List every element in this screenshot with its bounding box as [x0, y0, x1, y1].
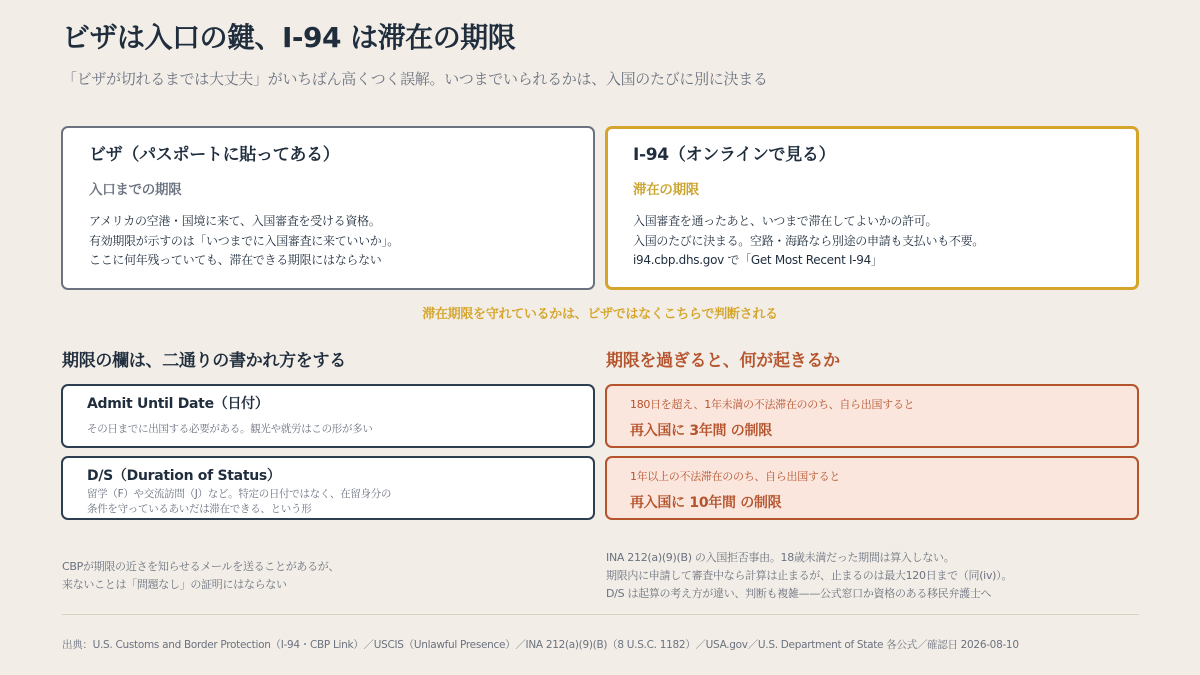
penalty-section-heading: 期限を過ぎると、何が起きるか — [606, 351, 840, 371]
visa-card-line: 有効期限が示すのは「いつまでに入国審査に来ていいか」。 — [89, 233, 399, 248]
duration-of-status-box — [61, 456, 595, 520]
i94-card-line: i94.cbp.dhs.gov で「Get Most Recent I-94」 — [633, 253, 883, 267]
duration-of-status-desc-line: 条件を守っているあいだは滞在できる、という形 — [87, 503, 312, 515]
duration-of-status-desc-line: 留学（F）や交流訪問（J）など。特定の日付ではなく、在留身分の — [87, 488, 392, 500]
note-line: D/S は起算の考え方が違い、判断も複雑——公式窓口か資格のある移民弁護士へ — [606, 587, 992, 600]
admit-until-date-desc: その日までに出国する必要がある。観光や就労はこの形が多い — [87, 423, 373, 435]
visa-card-line: アメリカの空港・国境に来て、入国審査を受ける資格。 — [89, 214, 381, 228]
note-line: 来ないことは「問題なし」の証明にはならない — [62, 578, 287, 591]
admit-until-date-box — [61, 384, 595, 448]
i94-card-label: 滞在の期限 — [633, 182, 699, 198]
visa-card-heading: ビザ（パスポートに貼ってある） — [89, 145, 340, 165]
note-line: CBPが期限の近さを知らせるメールを送ることがあるが、 — [62, 560, 340, 573]
duration-of-status-desc — [87, 487, 391, 517]
forms-section-heading: 期限の欄は、二通りの書かれ方をする — [62, 351, 346, 371]
admit-until-date-title: Admit Until Date（日付） — [87, 396, 269, 412]
penalty-10-year-condition: 1年以上の不法滞在ののち、自ら出国すると — [630, 470, 840, 483]
note-line: INA 212(a)(9)(B) の入国拒否事由。18歳未満だった期間は算入しない。 — [606, 551, 955, 564]
footer-divider — [62, 614, 1139, 615]
ina-legal-note — [606, 549, 1012, 603]
visa-card — [61, 126, 595, 290]
page-title: ビザは入口の鍵、I-94 は滞在の期限 — [62, 21, 516, 54]
page-subtitle: 「ビザが切れるまでは大丈夫」がいちばん高くつく誤解。いつまでいられるかは、入国のたびに別に決まる — [62, 70, 768, 88]
i94-card — [605, 126, 1139, 290]
i94-card-heading: I-94（オンラインで見る） — [633, 145, 836, 165]
penalty-3-year-result: 再入国に 3年間 の制限 — [630, 423, 772, 439]
i94-card-line: 入国のたびに決まる。空路・海路なら別途の申請も支払いも不要。 — [633, 233, 985, 248]
i94-card-body — [633, 212, 984, 271]
visa-card-body — [89, 212, 399, 271]
i94-callout: 滞在期限を守れているかは、ビザではなくこちらで判断される — [422, 307, 778, 322]
cbp-email-note — [62, 558, 339, 594]
note-line: 期限内に申請して審査中なら計算は止まるが、止まるのは最大120日まで（同(iv)）。 — [606, 569, 1013, 582]
penalty-3-year-box — [605, 384, 1139, 448]
visa-card-label: 入口までの期限 — [89, 182, 182, 198]
penalty-10-year-result: 再入国に 10年間 の制限 — [630, 495, 782, 511]
duration-of-status-title: D/S（Duration of Status） — [87, 468, 281, 484]
visa-card-line: ここに何年残っていても、滞在できる期限にはならない — [89, 253, 382, 267]
i94-card-line: 入国審査を通ったあと、いつまで滞在してよいかの許可。 — [633, 214, 938, 228]
source-citation: 出典：U.S. Customs and Border Protection（I-94・CBP Link）／USCIS（Unlawful Presence）／INA 212(a)(9)(B)（8 U.S.C. 1182）／USA.gov／U.S. Department of State 各公式／確認日 2026-08-10 — [62, 639, 1019, 651]
penalty-3-year-condition: 180日を超え、1年未満の不法滞在ののち、自ら出国すると — [630, 398, 915, 411]
penalty-10-year-box — [605, 456, 1139, 520]
